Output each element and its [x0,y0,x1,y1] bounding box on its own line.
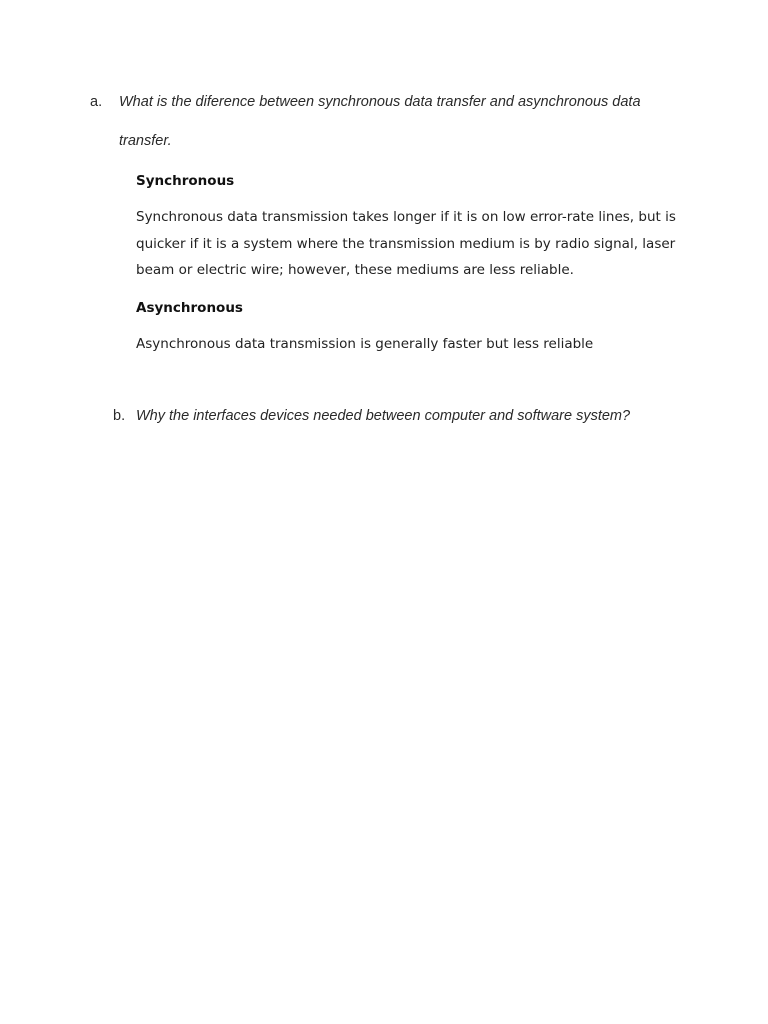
asynchronous-paragraph: Asynchronous data transmission is generally faster but less reliable [136,336,594,352]
synchronous-line-3: beam or electric wire; however, these mediums are less reliable. [136,262,574,278]
synchronous-line-1: Synchronous data transmission takes longer if it is on low error-rate lines, but is [136,209,676,225]
question-a-line-1: What is the diference between synchronous data transfer and asynchronous data [119,94,641,110]
asynchronous-heading: Asynchronous [136,300,243,316]
question-b-text: Why the interfaces devices needed between computer and software system? [136,408,631,424]
synchronous-paragraph [136,204,676,284]
question-a-marker: a. [90,94,103,110]
question-a-line-2: transfer. [119,133,172,149]
synchronous-line-2: quicker if it is a system where the transmission medium is by radio signal, laser [136,235,676,252]
synchronous-heading: Synchronous [136,173,235,189]
question-b-marker: b. [113,408,126,424]
